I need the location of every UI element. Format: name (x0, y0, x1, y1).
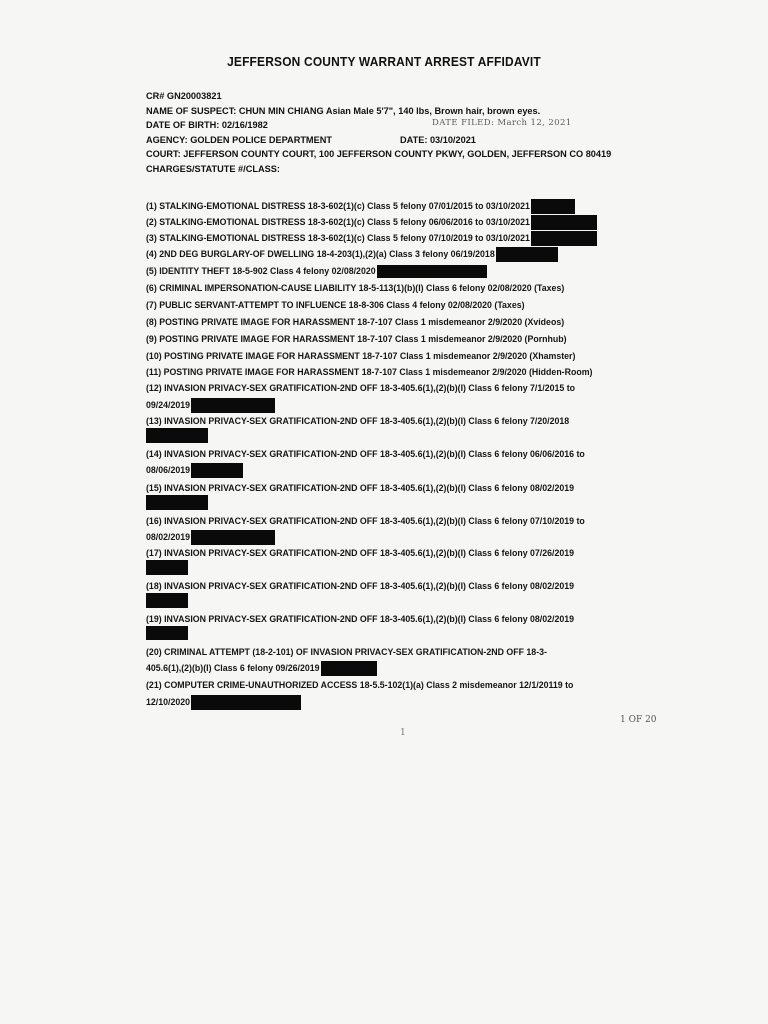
redaction-bar (191, 695, 301, 710)
charge-line: (15) INVASION PRIVACY-SEX GRATIFICATION-2ND OFF 18-3-405.6(1),(2)(b)(I) Class 6 felony 08/02/2019 (146, 483, 575, 493)
charge-line: (16) INVASION PRIVACY-SEX GRATIFICATION-2ND OFF 18-3-405.6(1),(2)(b)(I) Class 6 felony 07/10/2019 to (146, 516, 585, 526)
case-number: CR# GN20003821 (146, 91, 222, 101)
redaction-bar (146, 593, 188, 608)
charge-line: 405.6(1),(2)(b)(I) Class 6 felony 09/26/2019 (146, 660, 377, 676)
redaction-bar (531, 215, 597, 230)
charge-line: (9) POSTING PRIVATE IMAGE FOR HARASSMENT 18-7-107 Class 1 misdemeanor 2/9/2020 (Pornhub) (146, 334, 567, 344)
charge-line: (11) POSTING PRIVATE IMAGE FOR HARASSMENT 18-7-107 Class 1 misdemeanor 2/9/2020 (Hidden-Room) (146, 367, 593, 377)
charge-line: (10) POSTING PRIVATE IMAGE FOR HARASSMENT 18-7-107 Class 1 misdemeanor 2/9/2020 (Xhamster) (146, 351, 576, 361)
charge-line: 12/10/2020 (146, 694, 301, 710)
court: COURT: JEFFERSON COUNTY COURT, 100 JEFFERSON COUNTY PKWY, GOLDEN, JEFFERSON CO 80419 (146, 149, 612, 159)
agency: AGENCY: GOLDEN POLICE DEPARTMENT (146, 135, 332, 145)
filed-stamp: DATE FILED: March 12, 2021 (432, 118, 572, 128)
charge-line: (1) STALKING-EMOTIONAL DISTRESS 18-3-602(1)(c) Class 5 felony 07/01/2015 to 03/10/2021 (146, 198, 575, 214)
suspect-info: NAME OF SUSPECT: CHUN MIN CHIANG Asian Male 5'7", 140 lbs, Brown hair, brown eyes. (146, 106, 541, 116)
charge-line: (7) PUBLIC SERVANT-ATTEMPT TO INFLUENCE 18-8-306 Class 4 felony 02/08/2020 (Taxes) (146, 300, 525, 310)
redaction-bar (377, 265, 487, 278)
charge-line: (3) STALKING-EMOTIONAL DISTRESS 18-3-602(1)(c) Class 5 felony 07/10/2019 to 03/10/2021 (146, 230, 597, 246)
redaction-bar (191, 398, 275, 413)
redaction-bar (321, 661, 377, 676)
redaction-bar (146, 626, 188, 640)
charge-line: (8) POSTING PRIVATE IMAGE FOR HARASSMENT 18-7-107 Class 1 misdemeanor 2/9/2020 (Xvideos) (146, 317, 565, 327)
charge-line: (17) INVASION PRIVACY-SEX GRATIFICATION-2ND OFF 18-3-405.6(1),(2)(b)(I) Class 6 felony 07/26/2019 (146, 548, 575, 558)
report-date: DATE: 03/10/2021 (400, 135, 476, 145)
document-title: JEFFERSON COUNTY WARRANT ARREST AFFIDAVIT (227, 54, 541, 69)
charge-line: (19) INVASION PRIVACY-SEX GRATIFICATION-2ND OFF 18-3-405.6(1),(2)(b)(I) Class 6 felony 08/02/2019 (146, 614, 575, 624)
charge-line: (12) INVASION PRIVACY-SEX GRATIFICATION-2ND OFF 18-3-405.6(1),(2)(b)(I) Class 6 felony 7/1/2015 to (146, 383, 576, 393)
date-of-birth: DATE OF BIRTH: 02/16/1982 (146, 120, 268, 130)
charge-line: 08/02/2019 (146, 529, 275, 545)
charges-heading: CHARGES/STATUTE #/CLASS: (146, 164, 280, 174)
charge-line: (18) INVASION PRIVACY-SEX GRATIFICATION-2ND OFF 18-3-405.6(1),(2)(b)(I) Class 6 felony 08/02/2019 (146, 581, 575, 591)
charge-line: (5) IDENTITY THEFT 18-5-902 Class 4 felony 02/08/2020 (146, 263, 487, 279)
redaction-bar (191, 530, 275, 545)
page-counter: 1 OF 20 (620, 715, 657, 725)
redaction-bar (531, 199, 575, 214)
charge-line: (4) 2ND DEG BURGLARY-OF DWELLING 18-4-203(1),(2)(a) Class 3 felony 06/19/2018 (146, 246, 558, 262)
redaction-bar (146, 428, 208, 443)
redaction-bar (191, 463, 243, 478)
charge-line: 08/06/2019 (146, 462, 243, 478)
charge-line: (20) CRIMINAL ATTEMPT (18-2-101) OF INVASION PRIVACY-SEX GRATIFICATION-2ND OFF 18-3- (146, 647, 547, 657)
charge-line: (6) CRIMINAL IMPERSONATION-CAUSE LIABILITY 18-5-113(1)(b)(I) Class 6 felony 02/08/2020 (Taxes) (146, 283, 565, 293)
charge-line: (2) STALKING-EMOTIONAL DISTRESS 18-3-602(1)(c) Class 5 felony 06/06/2016 to 03/10/2021 (146, 214, 597, 230)
redaction-bar (496, 247, 558, 262)
redaction-bar (146, 560, 188, 575)
charge-line: (14) INVASION PRIVACY-SEX GRATIFICATION-2ND OFF 18-3-405.6(1),(2)(b)(I) Class 6 felony 06/06/2016 to (146, 449, 585, 459)
redaction-bar (146, 495, 208, 510)
charge-line: 09/24/2019 (146, 397, 275, 413)
page-mark: 1 (400, 728, 406, 738)
charge-line: (13) INVASION PRIVACY-SEX GRATIFICATION-2ND OFF 18-3-405.6(1),(2)(b)(I) Class 6 felony 7/20/2018 (146, 416, 570, 426)
redaction-bar (531, 231, 597, 246)
charge-line: (21) COMPUTER CRIME-UNAUTHORIZED ACCESS 18-5.5-102(1)(a) Class 2 misdemeanor 12/1/20119 to (146, 680, 574, 690)
